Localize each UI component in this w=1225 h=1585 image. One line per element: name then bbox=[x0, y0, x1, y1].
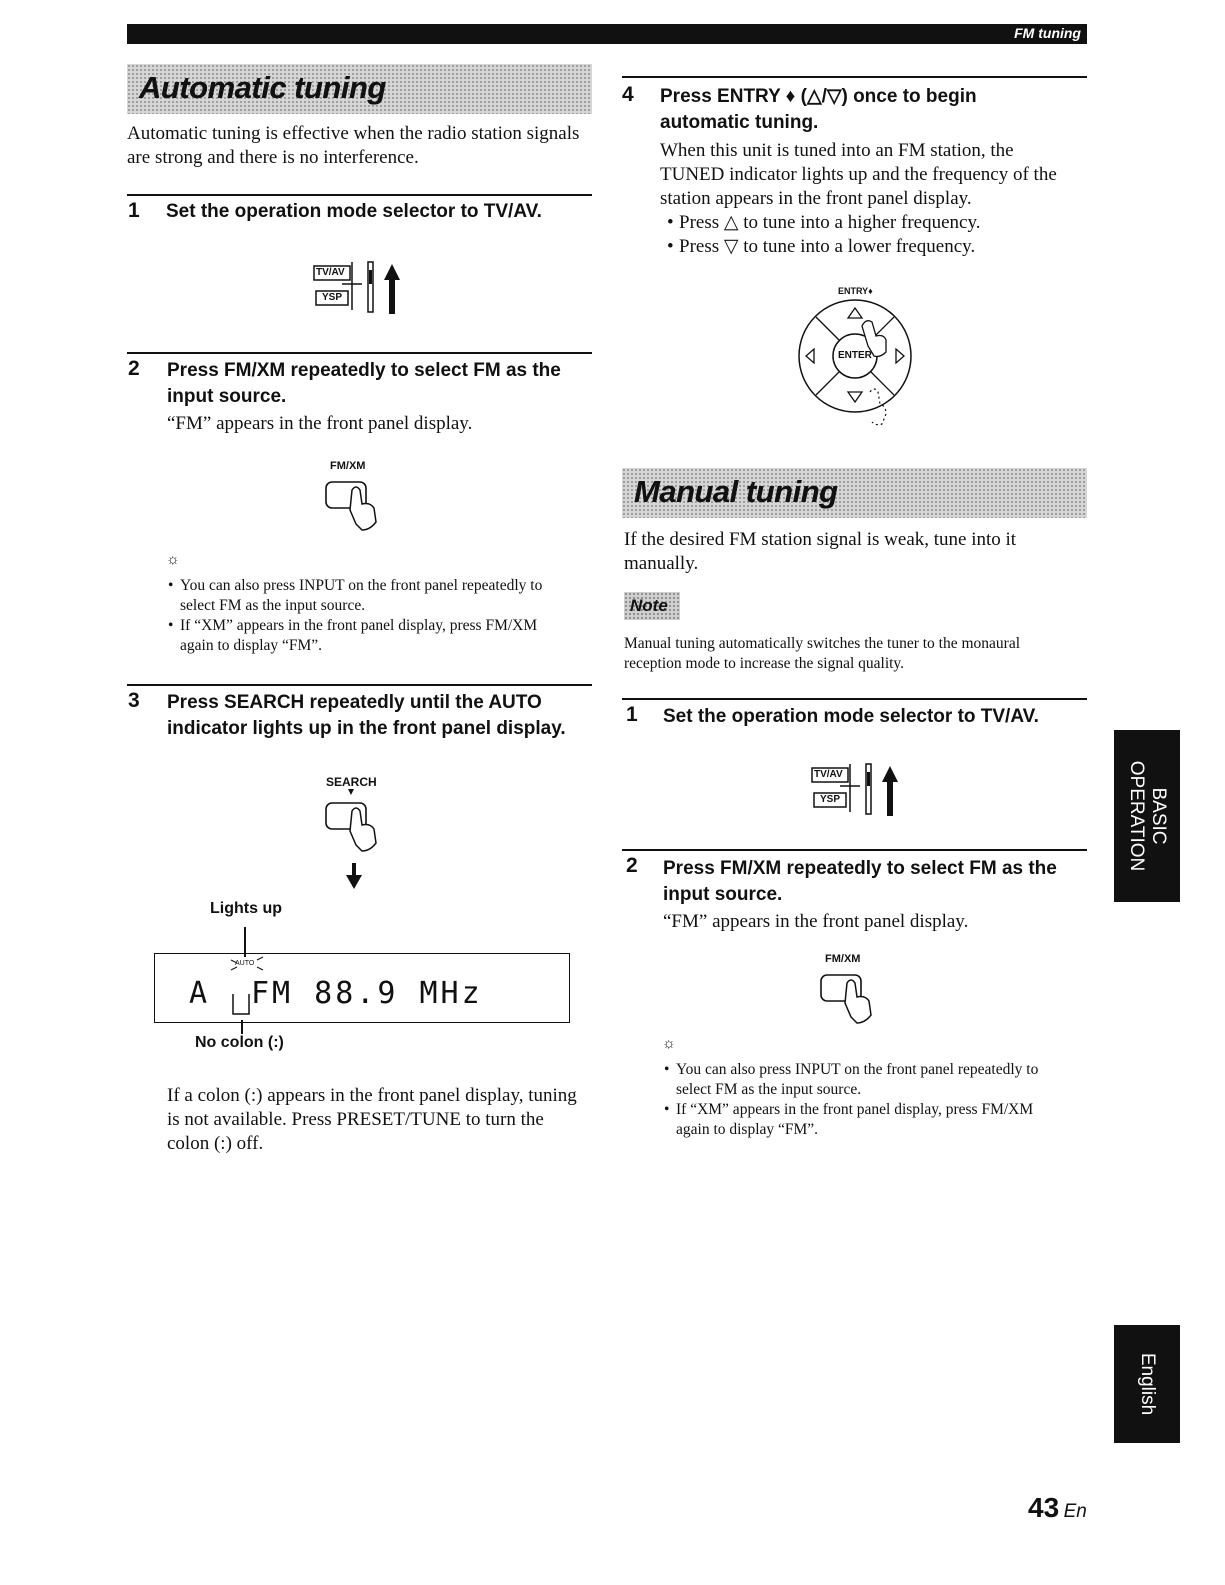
step-title: Press SEARCH repeatedly until the AUTO bbox=[167, 692, 542, 713]
colon-note-line: If a colon (:) appears in the front panel display, tuning bbox=[167, 1085, 577, 1106]
english-tab[interactable] bbox=[1114, 1325, 1180, 1443]
tip-item bbox=[676, 1100, 1096, 1140]
fmxm-label: FM/XM bbox=[330, 460, 366, 472]
hand-press-icon bbox=[815, 967, 895, 1037]
lcd-prefix: A bbox=[189, 976, 211, 1011]
mode-selector-switch bbox=[810, 760, 910, 820]
lights-up-label: Lights up bbox=[210, 900, 282, 917]
note-line: reception mode to increase the signal quality. bbox=[624, 655, 905, 672]
step-number: 2 bbox=[128, 357, 140, 380]
tip-text-cont: select FM as the input source. bbox=[180, 597, 366, 614]
bullet-item: • Press △ to tune into a higher frequency. bbox=[679, 211, 1079, 235]
note-badge bbox=[624, 592, 680, 620]
lcd-frequency: FM 88.9 MHz bbox=[251, 976, 483, 1011]
manual-tuning-heading bbox=[622, 468, 1087, 518]
note-line: Manual tuning automatically switches the tuner to the monaural bbox=[624, 635, 1021, 652]
tv-av-label: TV/AV bbox=[814, 769, 843, 780]
tv-av-label: TV/AV bbox=[316, 267, 345, 278]
divider bbox=[622, 849, 1087, 851]
tip-list bbox=[180, 576, 600, 656]
colon-note-line: is not available. Press PRESET/TUNE to turn the bbox=[167, 1109, 544, 1130]
manual-intro-line: manually. bbox=[624, 553, 699, 574]
entry-label: ENTRY♦ bbox=[838, 286, 873, 296]
tip-item bbox=[180, 616, 600, 656]
header-bar bbox=[127, 24, 1087, 44]
step-title-cont: automatic tuning. bbox=[660, 112, 819, 133]
dial-icon bbox=[790, 296, 920, 436]
step-number: 3 bbox=[128, 689, 140, 712]
no-colon-label: No colon (:) bbox=[195, 1034, 284, 1051]
step-title: Press ENTRY ♦ (△/▽) once to begin bbox=[660, 86, 977, 107]
tab-label-basic: BASIC bbox=[1148, 787, 1169, 845]
step-desc-line: When this unit is tuned into an FM station, the bbox=[660, 140, 1014, 161]
bullet-item: • Press ▽ to tune into a lower frequency. bbox=[679, 235, 1079, 259]
step-title-cont: input source. bbox=[663, 884, 783, 905]
fmxm-button-figure bbox=[815, 951, 895, 1031]
divider bbox=[127, 352, 592, 354]
basic-operation-tab[interactable] bbox=[1114, 730, 1180, 902]
tip-text: • You can also press INPUT on the front panel repeatedly to bbox=[180, 577, 543, 594]
step-title: Press FM/XM repeatedly to select FM as the bbox=[167, 360, 561, 381]
ysp-label: YSP bbox=[820, 794, 841, 805]
step-number: 1 bbox=[626, 703, 638, 726]
automatic-tuning-title: Automatic tuning bbox=[139, 70, 386, 105]
divider bbox=[127, 194, 592, 196]
fmxm-label: FM/XM bbox=[825, 953, 861, 965]
divider bbox=[622, 76, 1087, 78]
colon-position-icon bbox=[231, 994, 251, 1018]
section-label: FM tuning bbox=[1014, 25, 1081, 41]
step-title-cont: input source. bbox=[167, 386, 287, 407]
step-title: Set the operation mode selector to TV/AV. bbox=[166, 201, 542, 222]
auto-intro: Automatic tuning is effective when the radio station signals are strong and there is no interference. bbox=[127, 123, 580, 168]
manual-intro bbox=[624, 528, 1084, 576]
tip-text: • If “XM” appears in the front panel display, press FM/XM bbox=[180, 617, 538, 634]
step-number: 1 bbox=[128, 199, 140, 222]
tip-text-cont: again to display “FM”. bbox=[676, 1121, 819, 1138]
entry-dial-figure bbox=[790, 284, 920, 434]
tip-item bbox=[180, 576, 600, 616]
step-desc: “FM” appears in the front panel display. bbox=[167, 413, 473, 434]
tip-icon: ☼ bbox=[166, 552, 180, 568]
divider bbox=[622, 698, 1087, 700]
step-desc bbox=[660, 139, 1090, 211]
tip-icon: ☼ bbox=[662, 1036, 676, 1052]
auto-indicator: AUTO bbox=[235, 960, 255, 967]
front-panel-display bbox=[154, 953, 570, 1023]
step-number: 4 bbox=[622, 83, 634, 106]
manual-intro-line: If the desired FM station signal is weak, tune into it bbox=[624, 529, 1017, 550]
divider bbox=[127, 684, 592, 686]
step4-bullets bbox=[679, 211, 1079, 259]
page-lang: En bbox=[1063, 1501, 1087, 1522]
tab-label-english: English bbox=[1137, 1352, 1158, 1416]
tip-text: • If “XM” appears in the front panel display, press FM/XM bbox=[676, 1101, 1034, 1118]
step-desc-line: station appears in the front panel display. bbox=[660, 188, 972, 209]
callout-line bbox=[241, 1020, 243, 1034]
step-title-cont: indicator lights up in the front panel display. bbox=[167, 718, 566, 739]
ysp-label: YSP bbox=[322, 292, 343, 303]
enter-label: ENTER bbox=[838, 350, 872, 361]
page-number bbox=[1028, 1492, 1087, 1524]
step-number: 2 bbox=[626, 854, 638, 877]
mode-selector-switch bbox=[312, 258, 412, 318]
step-title: Set the operation mode selector to TV/AV. bbox=[663, 706, 1039, 727]
colon-note bbox=[167, 1084, 607, 1156]
tip-list bbox=[676, 1060, 1096, 1140]
tip-text-cont: select FM as the input source. bbox=[676, 1081, 862, 1098]
note-label: Note bbox=[630, 596, 668, 615]
tip-text-cont: again to display “FM”. bbox=[180, 637, 323, 654]
tip-item bbox=[676, 1060, 1096, 1100]
step-desc-line: TUNED indicator lights up and the frequency of the bbox=[660, 164, 1057, 185]
tab-label-operation: OPERATION bbox=[1126, 760, 1147, 872]
step-title: Press FM/XM repeatedly to select FM as the bbox=[663, 858, 1057, 879]
step-desc: “FM” appears in the front panel display. bbox=[663, 911, 969, 932]
automatic-tuning-heading bbox=[127, 64, 592, 114]
hand-press-icon bbox=[320, 474, 400, 544]
hand-press-icon bbox=[318, 787, 408, 897]
glow-icon bbox=[227, 954, 267, 974]
fmxm-button-figure bbox=[320, 458, 400, 538]
manual-tuning-title: Manual tuning bbox=[634, 474, 838, 509]
colon-note-line: colon (:) off. bbox=[167, 1133, 264, 1154]
tip-text: • You can also press INPUT on the front panel repeatedly to bbox=[676, 1061, 1039, 1078]
search-button-figure bbox=[318, 773, 408, 893]
search-label: SEARCH bbox=[326, 775, 377, 789]
note-text bbox=[624, 634, 1094, 674]
page-num: 43 bbox=[1028, 1492, 1060, 1523]
